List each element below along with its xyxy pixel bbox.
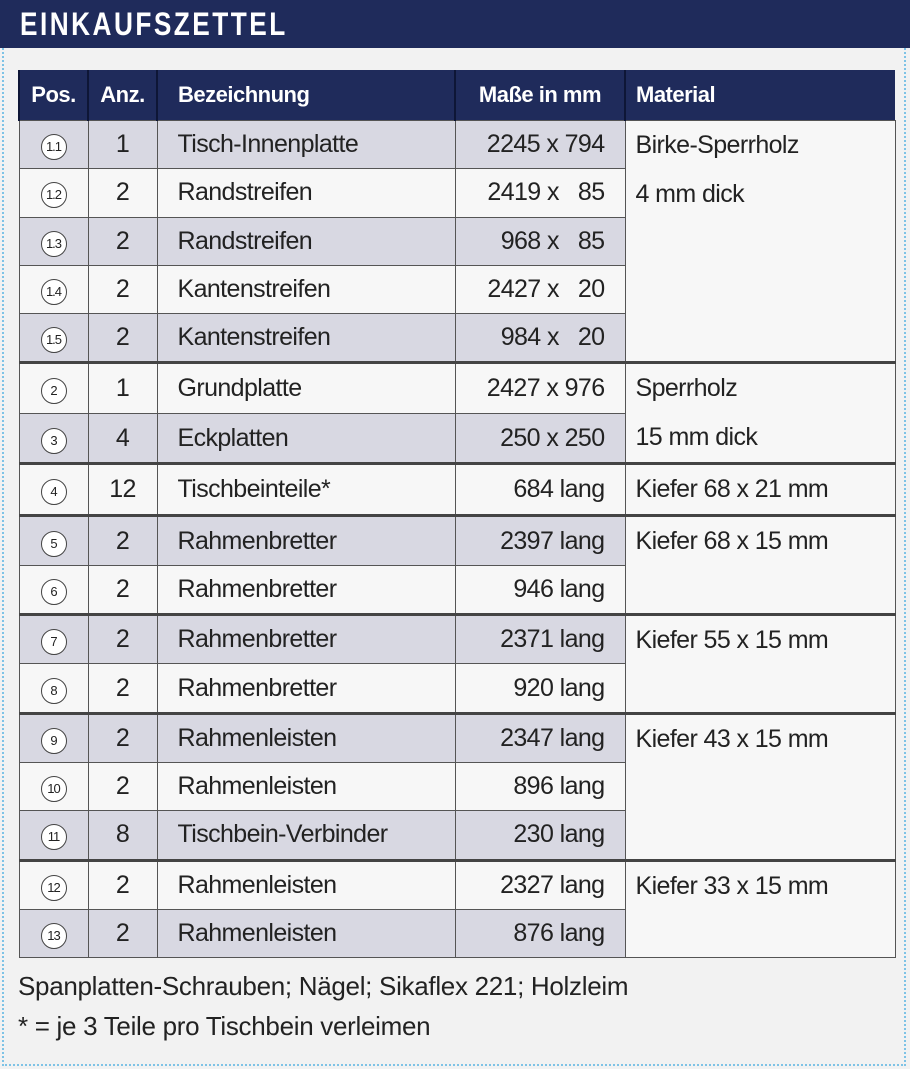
cell-bezeichnung: Eckplatten [157,413,455,464]
cell-pos [19,811,88,860]
material-line: Kiefer 68 x 15 mm [635,527,829,556]
position-number-circle: 9 [41,728,67,754]
table-header [19,70,895,121]
cell-pos [19,413,88,464]
cell-masse: 2347 lang [455,713,625,762]
cell-masse: 2397 lang [455,516,625,565]
notes [18,966,628,1046]
col-header-masse: Maße in mm [455,70,625,121]
cell-masse: 2419 x 85 [455,169,625,217]
cell-material [625,860,895,958]
cell-bezeichnung: Rahmenleisten [157,860,455,909]
cell-bezeichnung: Randstreifen [157,169,455,217]
cell-masse: 2427 x 976 [455,363,625,414]
table-row [19,121,895,169]
position-number-circle: 1.2 [41,182,67,208]
cell-material [625,121,895,363]
cell-bezeichnung: Rahmenbretter [157,664,455,713]
position-number-circle: 8 [41,678,67,704]
material-line: Kiefer 55 x 15 mm [635,626,829,655]
cell-pos [19,363,88,414]
position-number-circle: 4 [41,479,67,505]
position-number-circle: 1.4 [41,279,67,305]
cell-bezeichnung: Rahmenbretter [157,565,455,614]
col-header-material: Material [625,70,895,121]
cell-material [625,615,895,714]
position-number-circle: 1.3 [41,231,67,257]
cell-masse: 968 x 85 [455,217,625,265]
cell-anz: 8 [88,811,157,860]
cell-material [625,516,895,615]
cell-bezeichnung: Rahmenleisten [157,762,455,810]
position-number-circle: 11 [41,824,67,850]
cell-pos [19,762,88,810]
cell-anz: 2 [88,516,157,565]
material-line: 4 mm dick [635,180,745,208]
cell-bezeichnung: Rahmenbretter [157,615,455,664]
cell-bezeichnung: Randstreifen [157,217,455,265]
cell-anz: 1 [88,363,157,414]
cell-pos [19,121,88,169]
cell-masse: 920 lang [455,664,625,713]
table-row [19,464,895,516]
table-row [19,713,895,762]
material-line: Kiefer 68 x 21 mm [635,475,829,504]
position-number-circle: 13 [41,923,67,949]
cell-pos [19,860,88,909]
cell-anz: 2 [88,909,157,957]
position-number-circle: 1.5 [41,327,67,353]
cell-masse: 2245 x 794 [455,121,625,169]
parts-table [18,70,896,958]
cell-pos [19,909,88,957]
cell-anz: 2 [88,565,157,614]
cell-pos [19,464,88,516]
cell-bezeichnung: Kantenstreifen [157,314,455,363]
cell-anz: 2 [88,762,157,810]
material-line: Sperrholz [635,374,738,403]
col-header-anz: Anz. [88,70,157,121]
cell-material [625,713,895,860]
page-title: EINKAUFSZETTEL [20,6,288,42]
cell-anz: 2 [88,265,157,313]
cell-anz: 12 [88,464,157,516]
table-row [19,860,895,909]
position-number-circle: 3 [41,428,67,454]
cell-anz: 2 [88,169,157,217]
cell-bezeichnung: Rahmenleisten [157,713,455,762]
material-line: Kiefer 43 x 15 mm [635,724,829,753]
cell-anz: 2 [88,860,157,909]
cell-pos [19,169,88,217]
material-line: Kiefer 33 x 15 mm [635,871,829,900]
cell-material [625,363,895,464]
cell-material [625,464,895,516]
material-line: Birke-Sperrholz [635,131,799,159]
cell-anz: 2 [88,217,157,265]
position-number-circle: 10 [41,776,67,802]
cell-anz: 2 [88,314,157,363]
cell-masse: 2327 lang [455,860,625,909]
cell-pos [19,265,88,313]
cell-anz: 2 [88,615,157,664]
position-number-circle: 1.1 [41,134,67,160]
cell-anz: 1 [88,121,157,169]
cell-anz: 2 [88,713,157,762]
cell-pos [19,664,88,713]
col-header-bezeichnung: Bezeichnung [157,70,455,121]
table-row [19,516,895,565]
title-bar [0,0,910,48]
cell-masse: 230 lang [455,811,625,860]
position-number-circle: 2 [41,378,67,404]
cell-masse: 684 lang [455,464,625,516]
cell-masse: 2427 x 20 [455,265,625,313]
table-row [19,615,895,664]
footnote: * = je 3 Teile pro Tischbein verleimen [18,1011,431,1041]
cell-bezeichnung: Rahmenleisten [157,909,455,957]
position-number-circle: 6 [41,579,67,605]
cell-pos [19,314,88,363]
cell-masse: 250 x 250 [455,413,625,464]
cell-pos [19,615,88,664]
cell-bezeichnung: Tisch-Innenplatte [157,121,455,169]
cell-anz: 4 [88,413,157,464]
cell-masse: 946 lang [455,565,625,614]
table-row [19,363,895,414]
cell-masse: 896 lang [455,762,625,810]
position-number-circle: 7 [41,629,67,655]
materials-note: Spanplatten-Schrauben; Nägel; Sikaflex 221; Holzleim [18,971,629,1001]
cell-pos [19,565,88,614]
cell-anz: 2 [88,664,157,713]
cell-bezeichnung: Grundplatte [157,363,455,414]
position-number-circle: 12 [41,875,67,901]
cell-bezeichnung: Tischbeinteile* [157,464,455,516]
position-number-circle: 5 [41,531,67,557]
cell-bezeichnung: Rahmenbretter [157,516,455,565]
cell-masse: 876 lang [455,909,625,957]
cell-pos [19,516,88,565]
col-header-pos: Pos. [19,70,88,121]
cell-bezeichnung: Tischbein-Verbinder [157,811,455,860]
cell-masse: 984 x 20 [455,314,625,363]
cell-bezeichnung: Kantenstreifen [157,265,455,313]
cell-masse: 2371 lang [455,615,625,664]
cell-pos [19,217,88,265]
material-line: 15 mm dick [635,423,758,452]
cell-pos [19,713,88,762]
